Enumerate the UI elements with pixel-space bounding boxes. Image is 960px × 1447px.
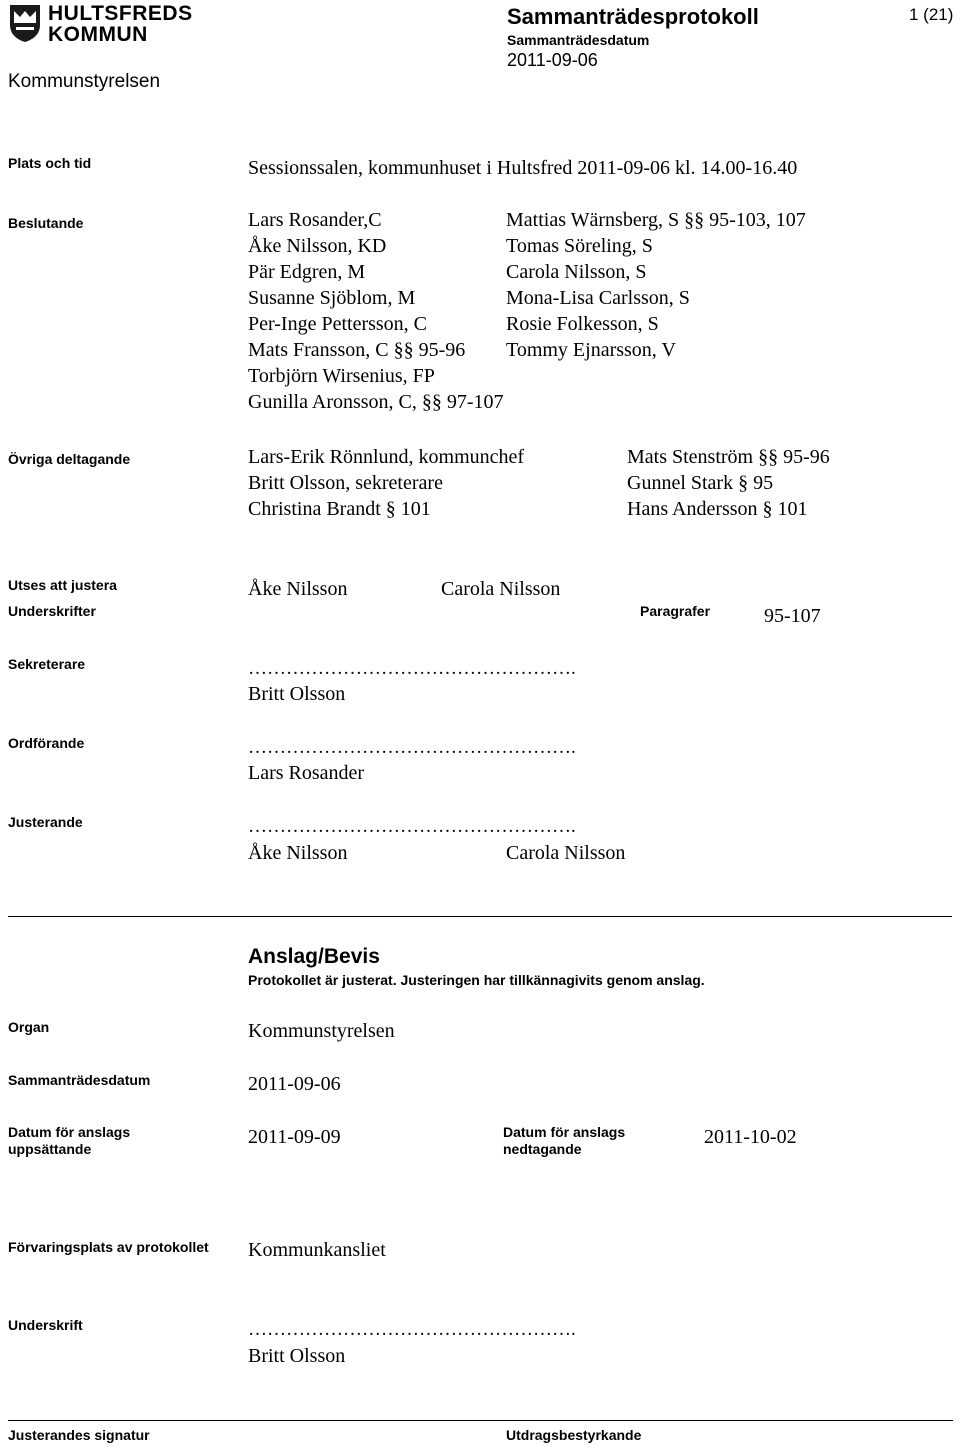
signatures-label: Underskrifter: [8, 603, 96, 619]
notice-subtitle: Protokollet är justerat. Justeringen har tillkännagivits genom anslag.: [248, 972, 705, 988]
footer-extract-certification: Utdragsbestyrkande: [506, 1427, 642, 1443]
list-item: Mattias Wärnsberg, S §§ 95-103, 107: [506, 209, 806, 231]
adjuster-1: Åke Nilsson: [248, 578, 348, 600]
notice-date: 2011-09-06: [248, 1073, 341, 1095]
logo-line-1: HULTSFREDS: [48, 2, 193, 25]
posted-date-label-line-2: uppsättande: [8, 1141, 92, 1157]
removed-date-label-line-1: Datum för anslags: [503, 1124, 626, 1140]
signature-line: …………………………………………….: [248, 1319, 576, 1340]
list-item: Carola Nilsson, S: [506, 261, 647, 283]
decision-makers-left: [248, 207, 504, 415]
list-item: Christina Brandt § 101: [248, 498, 431, 520]
footer-divider: [8, 1420, 953, 1421]
meeting-date: 2011-09-06: [507, 50, 598, 70]
notice-signer: Britt Olsson: [248, 1345, 346, 1367]
decision-makers-label: Beslutande: [8, 215, 84, 231]
other-participants-label: Övriga deltagande: [8, 451, 131, 467]
justifier-2-name: Carola Nilsson: [506, 842, 626, 864]
list-item: Susanne Sjöblom, M: [248, 287, 416, 309]
adjusters-label: Utses att justera: [8, 577, 117, 593]
list-item: Mona-Lisa Carlsson, S: [506, 287, 690, 309]
signature-line: …………………………………………….: [248, 737, 576, 758]
justifier-label: Justerande: [8, 814, 83, 830]
paragraphs-label: Paragrafer: [640, 603, 711, 619]
removed-date-label: [503, 1124, 625, 1158]
logo-line-2: KOMMUN: [48, 23, 148, 46]
organization-name: Kommunstyrelsen: [8, 71, 161, 92]
footer-adjuster-signature: Justerandes signatur: [8, 1427, 150, 1443]
decision-makers-right: [506, 207, 806, 363]
coat-of-arms-icon: [8, 3, 42, 43]
posted-date: 2011-09-09: [248, 1126, 341, 1148]
notice-date-label: Sammanträdesdatum: [8, 1072, 151, 1088]
meeting-date-label: Sammanträdesdatum: [507, 32, 650, 48]
other-participants-right: [627, 444, 830, 522]
list-item: Hans Andersson § 101: [627, 498, 808, 520]
organ-label: Organ: [8, 1019, 50, 1035]
chair-label: Ordförande: [8, 735, 85, 751]
list-item: Gunnel Stark § 95: [627, 472, 774, 494]
list-item: Per-Inge Pettersson, C: [248, 313, 428, 335]
list-item: Lars-Erik Rönnlund, kommunchef: [248, 446, 525, 468]
list-item: Mats Stenström §§ 95-96: [627, 446, 830, 468]
removed-date: 2011-10-02: [704, 1126, 797, 1148]
list-item: Rosie Folkesson, S: [506, 313, 659, 335]
posted-date-label: [8, 1124, 130, 1158]
storage-value: Kommunkansliet: [248, 1239, 386, 1261]
removed-date-label-line-2: nedtagande: [503, 1141, 582, 1157]
adjuster-2: Carola Nilsson: [441, 578, 561, 600]
section-divider: [8, 916, 952, 917]
page-number: 1 (21): [909, 5, 954, 24]
list-item: Britt Olsson, sekreterare: [248, 472, 443, 494]
list-item: Åke Nilsson, KD: [248, 235, 387, 257]
list-item: Mats Fransson, C §§ 95-96: [248, 339, 466, 361]
storage-label: Förvaringsplats av protokollet: [8, 1239, 209, 1255]
paragraphs-range: 95-107: [764, 605, 821, 627]
place-and-time: Sessionssalen, kommunhuset i Hultsfred 2011-09-06 kl. 14.00-16.40: [248, 157, 798, 179]
municipality-logo: [8, 2, 193, 46]
notice-title: Anslag/Bevis: [248, 945, 380, 968]
list-item: Torbjörn Wirsenius, FP: [248, 365, 435, 387]
list-item: Pär Edgren, M: [248, 261, 366, 283]
list-item: Lars Rosander,C: [248, 209, 382, 231]
chair-name: Lars Rosander: [248, 762, 365, 784]
secretary-label: Sekreterare: [8, 656, 86, 672]
signature-line: …………………………………………….: [248, 658, 576, 679]
signature-line: …………………………………………….: [248, 816, 576, 837]
list-item: Tomas Söreling, S: [506, 235, 653, 257]
secretary-name: Britt Olsson: [248, 683, 346, 705]
other-participants-left: [248, 444, 524, 522]
notice-signature-label: Underskrift: [8, 1317, 83, 1333]
list-item: Tommy Ejnarsson, V: [506, 339, 676, 361]
list-item: Gunilla Aronsson, C, §§ 97-107: [248, 391, 504, 413]
posted-date-label-line-1: Datum för anslags: [8, 1124, 131, 1140]
justifier-1-name: Åke Nilsson: [248, 842, 348, 864]
document-title: Sammanträdesprotokoll: [507, 4, 759, 29]
place-label: Plats och tid: [8, 155, 92, 171]
organ-value: Kommunstyrelsen: [248, 1020, 395, 1042]
